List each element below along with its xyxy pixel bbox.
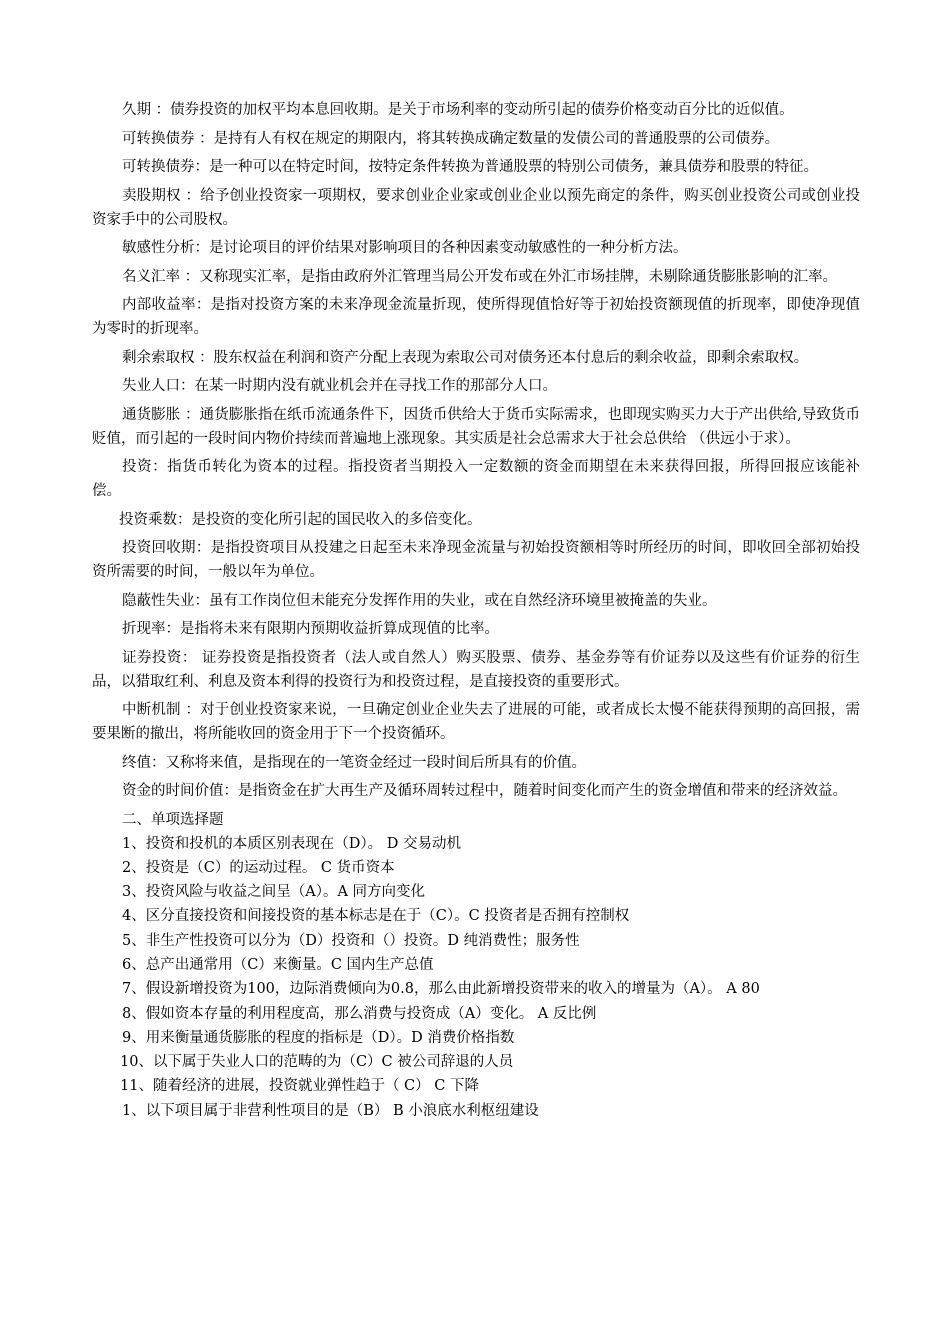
question-item: 3、投资风险与收益之间呈（A）。A 同方向变化 bbox=[122, 884, 426, 901]
definition-paragraph: 剩余索取权 ：股东权益在利润和资产分配上表现为索取公司对债务还本付息后的剩余收益，即剩余索取权。 bbox=[122, 349, 809, 366]
definition-paragraph: 终值：又称将来值，是指现在的一笔资金经过一段时间后所具有的价值。 bbox=[122, 754, 586, 771]
definition-paragraph: 投资乘数：是投资的变化所引起的国民收入的多倍变化。 bbox=[119, 511, 482, 528]
definition-paragraph: 中断机制 ：对于创业投资家来说，一旦确定创业企业失去了进展的可能，或者成长太慢不能获得预期的高回报，需要果断的撤出，将所能收回的资金用于下一个投资循环。 bbox=[92, 702, 860, 742]
definition-paragraph: 失业人口：在某一时期内没有就业机会并在寻找工作的那部分人口。 bbox=[122, 378, 557, 394]
document-page bbox=[92, 98, 860, 1123]
definition-paragraph: 资金的时间价值：是指资金在扩大再生产及循环周转过程中，随着时间变化而产生的资金增值和带来的经济效益。 bbox=[122, 783, 847, 799]
question-item: 5、非生产性投资可以分为（D）投资和（）投资。D 纯消费性；服务性 bbox=[122, 932, 580, 949]
definition-paragraph: 卖股期权 ：给予创业投资家一项期权，要求创业企业家或创业企业以预先商定的条件，购买创业投资公司或创业投资家手中的公司股权。 bbox=[92, 187, 860, 228]
definition-paragraph: 名义汇率 ：又称现实汇率，是指由政府外汇管理当局公开发布或在外汇市场挂牌，未剔除通货膨胀影响的汇率。 bbox=[122, 268, 838, 285]
definition-paragraph: 隐蔽性失业：虽有工作岗位但未能充分发挥作用的失业，或在自然经济环境里被掩盖的失业。 bbox=[122, 592, 717, 609]
question-item: 4、区分直接投资和间接投资的基本标志是在于（C）。C 投资者是否拥有控制权 bbox=[122, 908, 630, 925]
definition-paragraph: 证券投资： 证券投资是指投资者（法人或自然人）购买股票、债券、基金券等有价证券以及这些有价证券的衍生品，以猎取红利、利息及资本利得的投资行为和投资过程，是直接投资的重要形式。 bbox=[92, 649, 860, 690]
question-item: 10、以下属于失业人口的范畴的为（C）C 被公司辞退的人员 bbox=[120, 1054, 514, 1071]
definition-paragraph: 敏感性分析：是讨论项目的评价结果对影响项目的各种因素变动敏感性的一种分析方法。 bbox=[122, 240, 688, 256]
question-item: 9、用来衡量通货膨胀的程度的指标是（D）。D 消费价格指数 bbox=[122, 1029, 515, 1046]
question-item: 8、假如资本存量的利用程度高，那么消费与投资成（A）变化。 A 反比例 bbox=[122, 1005, 597, 1022]
definition-paragraph: 可转换债券 ：是持有人有权在规定的期限内，将其转换成确定数量的发债公司的普通股票的公司债券。 bbox=[122, 130, 780, 147]
question-item: 1、投资和投机的本质区别表现在（D）。 D 交易动机 bbox=[122, 835, 461, 852]
definition-paragraph: 久期 ：债券投资的加权平均本息回收期。是关于市场利率的变动所引起的债券价格变动百分比的近似值。 bbox=[122, 102, 794, 118]
question-item: 1、以下项目属于非营利性项目的是（B） B 小浪底水利枢纽建设 bbox=[122, 1102, 539, 1119]
section-heading: 二、单项选择题 bbox=[122, 811, 224, 828]
definition-paragraph: 内部收益率：是指对投资方案的未来净现金流量折现，使所得现值恰好等于初始投资额现值的折现率，即使净现值为零时的折现率。 bbox=[92, 297, 860, 337]
question-item: 6、总产出通常用（C）来衡量。C 国内生产总值 bbox=[122, 956, 434, 973]
definition-paragraph: 通货膨胀 ：通货膨胀指在纸币流通条件下，因货币供给大于货币实际需求，也即现实购买力大于产出供给,导致货币贬值，而引起的一段时间内物价持续而普遍地上涨现象。其实质是社会总需求大于社会总供给 （供远小于求）。 bbox=[92, 406, 860, 447]
definition-paragraph: 投资：指货币转化为资本的过程。指投资者当期投入一定数额的资金而期望在未来获得回报，所得回报应该能补偿。 bbox=[92, 459, 860, 499]
definition-paragraph: 可转换债券：是一种可以在特定时间，按特定条件转换为普通股票的特别公司债务，兼具债券和股票的特征。 bbox=[122, 159, 818, 175]
question-item: 11、随着经济的进展，投资就业弹性趋于（ C） C 下降 bbox=[120, 1078, 479, 1095]
definition-paragraph: 折现率：是指将未来有限期内预期收益折算成现值的比率。 bbox=[122, 621, 499, 637]
question-item: 7、假设新增投资为100，边际消费倾向为0.8，那么由此新增投资带来的收入的增量为（A）。 A 80 bbox=[122, 981, 760, 998]
definition-paragraph: 投资回收期：是指投资项目从投建之日起至未来净现金流量与初始投资额相等时所经历的时间，即收回全部初始投资所需要的时间，一般以年为单位。 bbox=[92, 540, 860, 580]
question-item: 2、投资是（C）的运动过程。 C 货币资本 bbox=[122, 859, 395, 876]
